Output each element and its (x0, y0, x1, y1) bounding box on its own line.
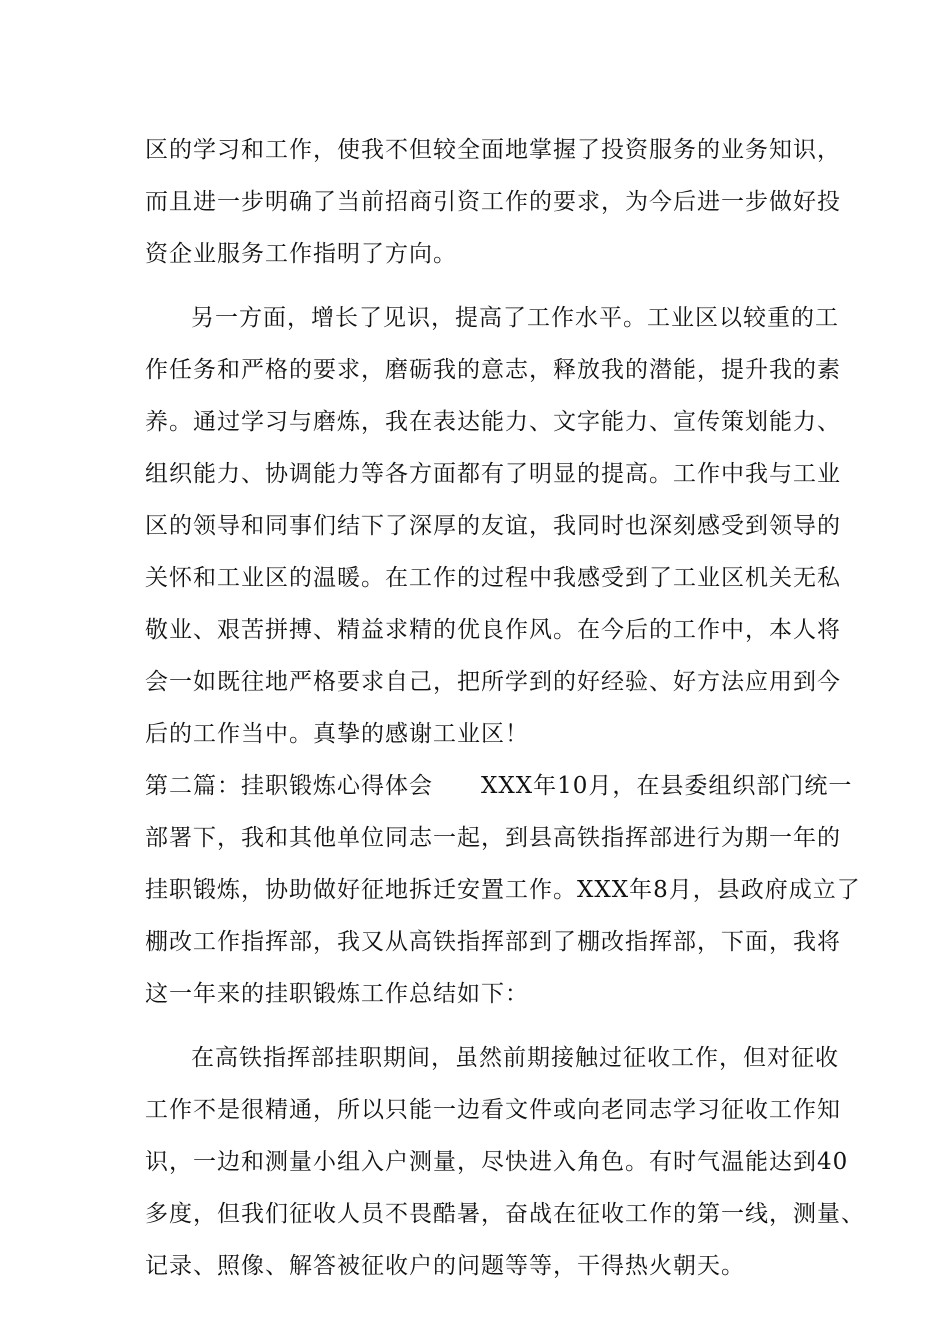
text-line: 在高铁指挥部挂职期间，虽然前期接触过征收工作，但对征收 (191, 1045, 839, 1071)
text-line: 关怀和工业区的温暖。在工作的过程中我感受到了工业区机关无私 (145, 565, 841, 591)
text-line: 敬业、艰苦拼搏、精益求精的优良作风。在今后的工作中，本人将 (145, 617, 841, 643)
text-line: 区的领导和同事们结下了深厚的友谊，我同时也深刻感受到领导的 (145, 513, 841, 539)
paragraph-gap (145, 1020, 825, 1032)
text-line: 另一方面，增长了见识，提高了工作水平。工业区以较重的工 (191, 305, 839, 331)
document-body (145, 124, 865, 1292)
text-line: 组织能力、协调能力等各方面都有了明显的提高。工作中我与工业 (145, 461, 841, 487)
text-line: 而且进一步明确了当前招商引资工作的要求，为今后进一步做好投 (145, 189, 841, 215)
text-line: 棚改工作指挥部，我又从高铁指挥部到了棚改指挥部，下面，我将 (145, 929, 841, 955)
text-line: 这一年来的挂职锻炼工作总结如下： (145, 981, 529, 1007)
text-line: 记录、照像、解答被征收户的问题等等，干得热火朝天。 (145, 1253, 745, 1279)
text-line: 部署下，我和其他单位同志一起，到县高铁指挥部进行为期一年的 (145, 825, 841, 851)
text-line: 会一如既往地严格要求自己，把所学到的好经验、好方法应用到今 (145, 669, 841, 695)
paragraph-second-article (145, 760, 861, 1020)
paragraph-experience (145, 292, 841, 760)
text-line: 第二篇：挂职锻炼心得体会 XXX年10月，在县委组织部门统一 (145, 773, 853, 799)
paragraph-continuation (145, 124, 841, 280)
text-line: 多度，但我们征收人员不畏酷暑，奋战在征收工作的第一线，测量、 (145, 1201, 865, 1227)
text-line: 后的工作当中。真挚的感谢工业区！ (145, 721, 529, 747)
text-line: 识，一边和测量小组入户测量，尽快进入角色。有时气温能达到40 (145, 1149, 849, 1175)
text-line: 养。通过学习与磨炼，我在表达能力、文字能力、宣传策划能力、 (145, 409, 841, 435)
text-line: 工作不是很精通，所以只能一边看文件或向老同志学习征收工作知 (145, 1097, 841, 1123)
text-line: 资企业服务工作指明了方向。 (145, 241, 457, 267)
text-line: 作任务和严格的要求，磨砺我的意志，释放我的潜能，提升我的素 (145, 357, 841, 383)
paragraph-railway-period (145, 1032, 865, 1292)
paragraph-gap (145, 280, 825, 292)
text-line: 区的学习和工作，使我不但较全面地掌握了投资服务的业务知识， (145, 137, 841, 163)
text-line: 挂职锻炼，协助做好征地拆迁安置工作。XXX年8月，县政府成立了 (145, 877, 861, 903)
